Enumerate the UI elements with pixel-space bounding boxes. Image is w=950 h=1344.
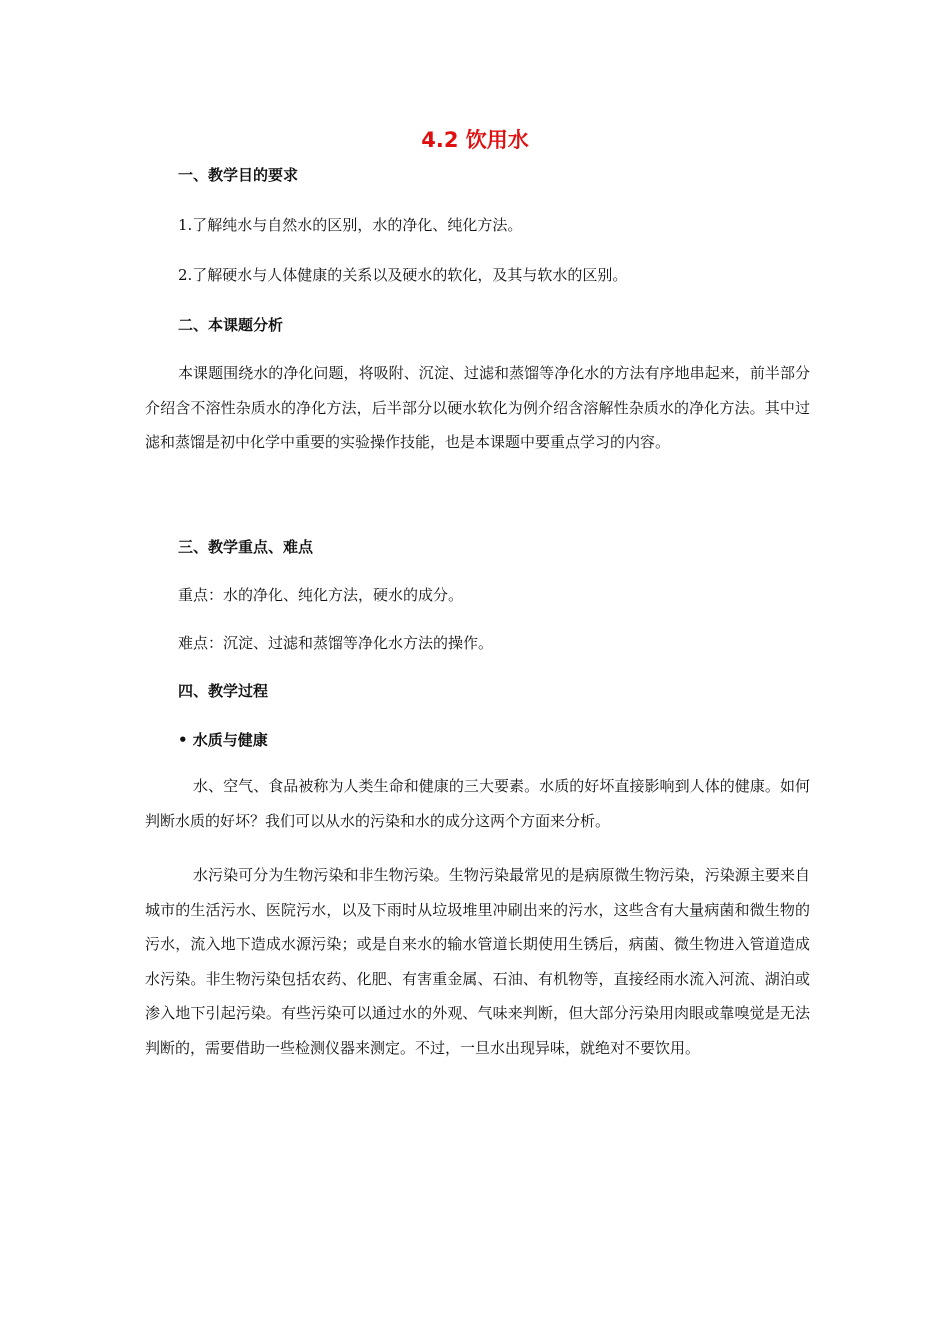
objective-item-1: 1.了解纯水与自然水的区别，水的净化、纯化方法。 [178,216,523,234]
difficulty-text: 难点：沉淀、过滤和蒸馏等净化水方法的操作。 [178,634,494,652]
section-heading-process: 四、教学过程 [178,682,269,700]
section-heading-key-points: 三、教学重点、难点 [178,538,314,556]
water-quality-paragraph-2: 水污染可分为生物污染和非生物污染。生物污染最常见的是病原微生物污染，污染源主要来自城市的生活污水、医院污水，以及下雨时从垃圾堆里冲刷出来的污水，这些含有大量病菌和微生物的污水，流入地下造成水源污染；或是自来水的输水管道长期使用生锈后，病菌、微生物进入管道造成水污染。非生物污染包括农药、化肥、有害重金属、石油、有机物等，直接经雨水流入河流、湖泊或渗入地下引起污染。有些污染可以通过水的外观、气味来判断，但大部分污染用肉眼或靠嗅觉是无法判断的，需要借助一些检测仪器来测定。不过，一旦水出现异味，就绝对不要饮用。 [145,866,810,1057]
subsection-heading-water-quality: • 水质与健康 [178,731,268,749]
water-quality-paragraph-1: 水、空气、食品被称为人类生命和健康的三大要素。水质的好坏直接影响到人体的健康。如何判断水质的好坏？我们可以从水的污染和水的成分这两个方面来分析。 [145,777,810,830]
analysis-paragraph: 本课题围绕水的净化问题，将吸附、沉淀、过滤和蒸馏等净化水的方法有序地串起来，前半部分介绍含不溶性杂质水的净化方法，后半部分以硬水软化为例介绍含溶解性杂质水的净化方法。其中过滤和蒸馏是初中化学中重要的实验操作技能，也是本课题中要重点学习的内容。 [145,364,810,451]
section-heading-objectives: 一、教学目的要求 [178,166,299,184]
key-point-text: 重点：水的净化、纯化方法，硬水的成分。 [178,586,464,604]
section-heading-analysis: 二、本课题分析 [178,316,284,334]
objective-item-2: 2.了解硬水与人体健康的关系以及硬水的软化，及其与软水的区别。 [178,266,628,284]
document-title: 4.2 饮用水 [421,128,529,152]
